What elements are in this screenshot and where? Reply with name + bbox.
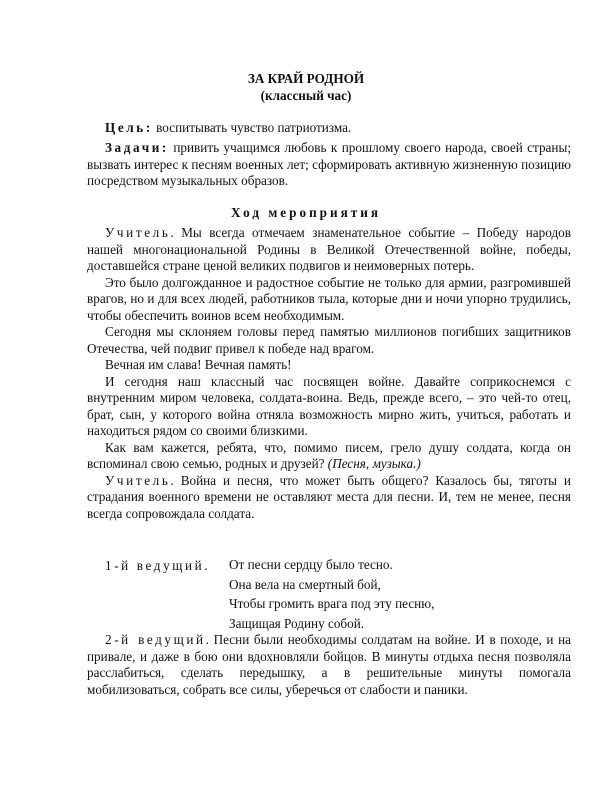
page-subtitle: (классный час) [260, 88, 352, 103]
goal-text: воспитывать чувство патриотизма. [152, 120, 352, 135]
verse-line: Защищая Родину собой. [229, 615, 365, 631]
paragraph-2: Это было долгожданное и радостное событие не только для армии, разгромившей врагов, но и для всех людей, работников тыла, которые дни и ночи упорно трудились, чтобы обеспечить воинов всем необходимым. [87, 274, 571, 323]
main-text [87, 225, 571, 522]
paragraph-1: Учитель. Мы всегда отмечаем знаменательное событие – Победу народов нашей многонациональной Родины в Великой Отечественной войне, победы, доставшейся стране ценой великих подвигов и неимоверных потерь. [87, 225, 571, 273]
paragraph-7: Учитель. Война и песня, что может быть общего? Казалось бы, тяготы и страдания военного времени не оставляют места для песни. И, тем не менее, песня всегда сопровождала солдата. [87, 472, 571, 521]
goal-label: Цель: [105, 120, 153, 135]
verse [229, 557, 434, 635]
host2-paragraph: 2-й ведущий. Песни были необходимы солдатам на войне. И в походе, и на привале, и даже в бою они вдохновляли бойцов. В минуты отдыха песня позволяла расслабиться, сделать передышку, а в решительные минуты помогала мобилизоваться, собрать все силы, уберечься от слабости и паники. [87, 632, 571, 697]
teacher-label: Учитель [105, 225, 171, 240]
tasks-label: Задачи: [105, 140, 169, 155]
page-title: ЗА КРАЙ РОДНОЙ [247, 71, 365, 86]
verse-line: От песни сердцу было тесно. [229, 557, 393, 572]
teacher-label-2: Учитель [105, 472, 171, 488]
verse-line: Чтобы громить врага под эту песню, [229, 596, 435, 611]
host2-label: 2-й ведущий [105, 632, 206, 647]
host1-label: 1-й ведущий. [105, 558, 211, 573]
paragraph-6: Как вам кажется, ребята, что, помимо писем, грело душу солдата, когда он вспоминал свою семью, родных и друзей? (Песня, музыка.) [87, 439, 571, 471]
paragraph-3: Сегодня мы склоняем головы перед памятью миллионов погибших защитников Отечества, чей подвиг привел к победе над врагом. [87, 324, 571, 356]
section-heading: Ход мероприятия [231, 205, 381, 220]
stage-note: (Песня, музыка.) [327, 456, 421, 471]
paragraph-5: И сегодня наш классный час посвящен войне. Давайте соприкоснемся с внутренним миром человека, солдата-воина. Ведь, прежде всего, – это чей-то отец, брат, сын, у которого война отняла возможность мирно жить, учиться, работать и находиться рядом со своими близкими. [87, 373, 571, 438]
verse-line: Она вела на смертный бой, [229, 576, 381, 592]
tasks-paragraph [87, 140, 571, 190]
tasks-text: привить учащимся любовь к прошлому своего народа, своей страны; вызвать интерес к песням военных лет; сформировать активную жизненную позицию посредством музыкальных образов. [87, 140, 571, 188]
goal-paragraph [87, 120, 571, 137]
paragraph-4: Вечная им слава! Вечная память! [105, 357, 292, 372]
